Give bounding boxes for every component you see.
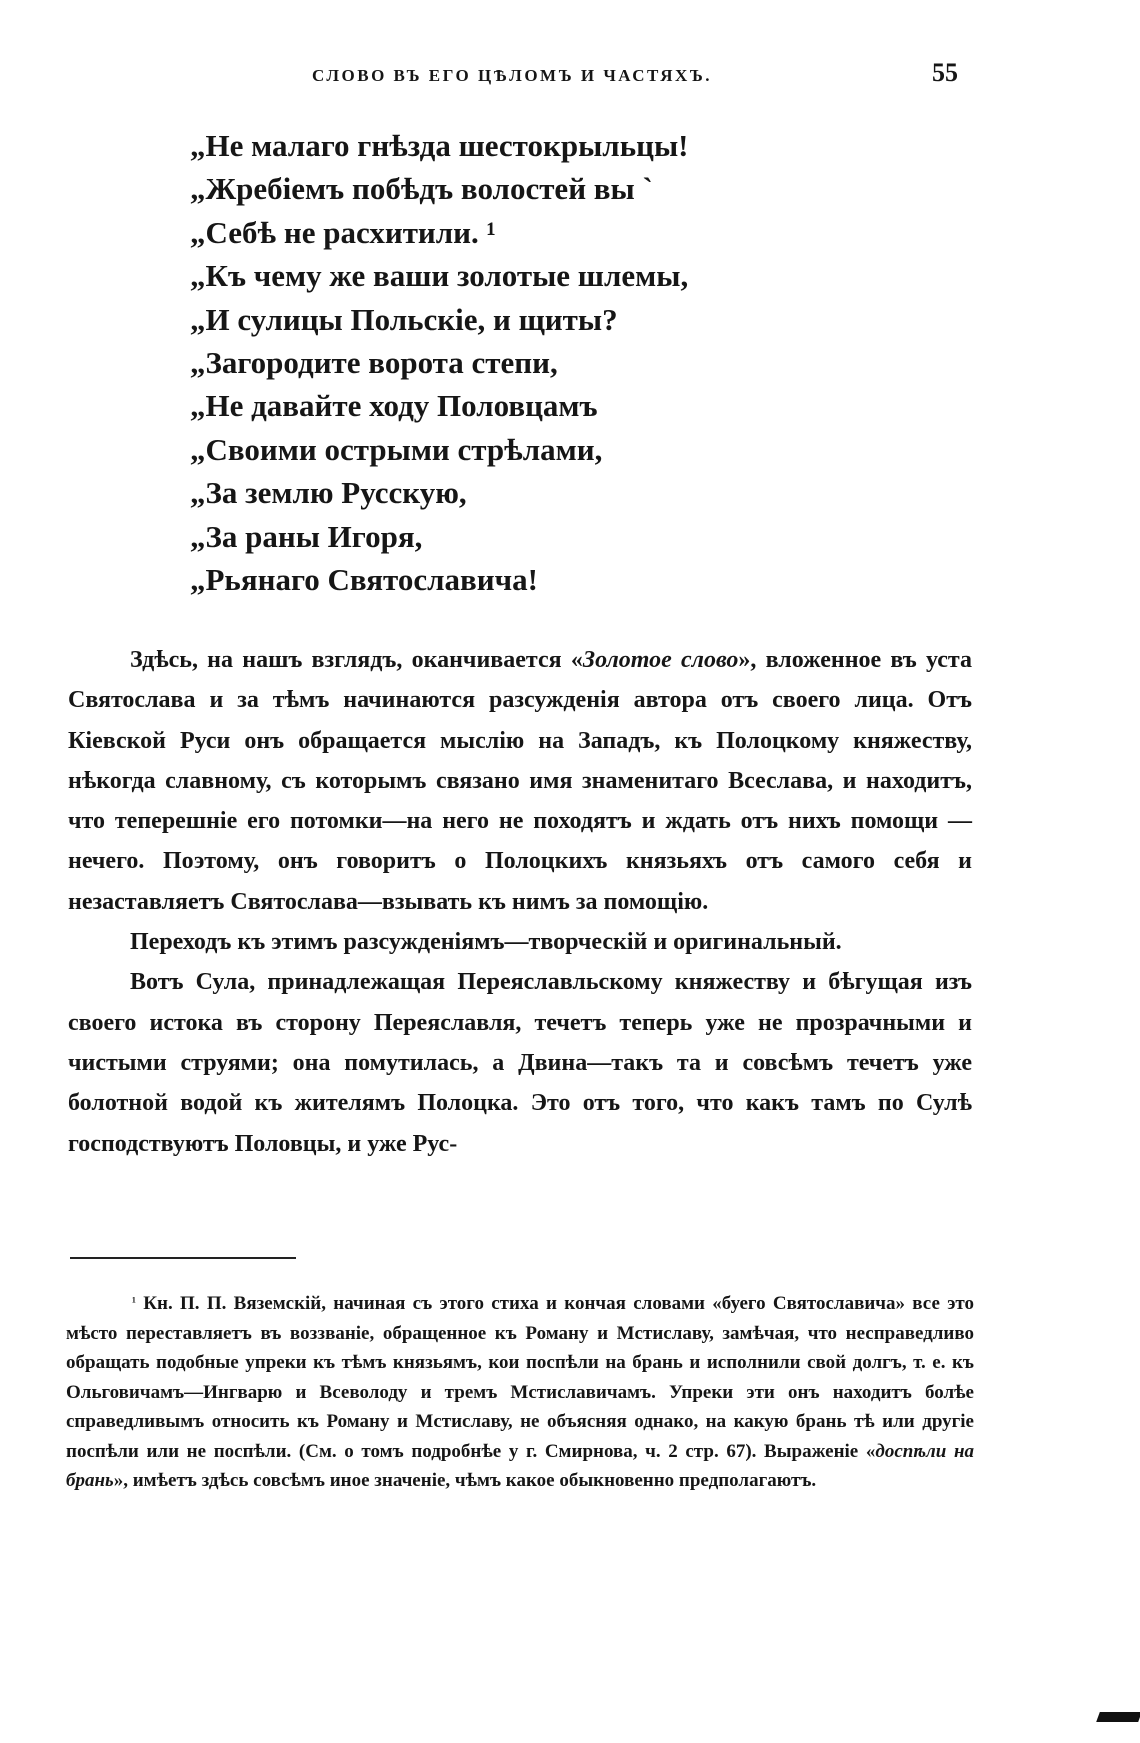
footnote-emphasis: доспѣли на брань	[66, 1440, 974, 1491]
verse-line: „Своими острыми стрѣлами,	[190, 431, 603, 467]
page-header	[0, 58, 1140, 98]
verse-line: „Рьянаго Святославича!	[190, 562, 538, 598]
verse-line: „Жребіемъ побѣдъ волостей вы ˋ	[190, 171, 653, 207]
verse-line: „Себѣ не расхитили. ¹	[190, 214, 496, 250]
paragraph-3: Вотъ Сула, принадлежащая Переяславльскому княжеству и бѣгущая изъ своего истока въ сторону Переяславля, течетъ теперь уже не прозрачными и чистыми струями; она помутилась, а Двина—такъ та и совсѣмъ течетъ уже болотной водой къ жителямъ Полоцка. Это отъ того, что какъ тамъ по Сулѣ господствуютъ Половцы, и уже Рус-	[68, 969, 972, 1157]
verse-line: „Не малаго гнѣзда шестокрыльцы!	[190, 128, 689, 163]
paragraph-1-start: Здѣсь, на нашъ взглядъ, оканчивается «	[130, 647, 583, 673]
footnote-mark: ¹	[132, 1294, 136, 1309]
paragraph-1	[68, 640, 972, 922]
scan-edge-mark	[1096, 1712, 1140, 1722]
verse-line: „Къ чему же ваши золотые шлемы,	[190, 258, 689, 294]
verse-line: „За раны Игоря,	[190, 518, 423, 554]
paragraph-1-rest: », вложенное въ уста Святослава и за тѣмъ начинаются разсужденія автора отъ своего лица. Отъ Кіевской Руси онъ обращается мыслію на Западъ, къ Полоцкому княжеству, нѣкогда славному, съ которымъ связано имя знаменитаго Всеслава, и находитъ, что теперешніе его потомки—на него не походятъ и ждать отъ нихъ помощи — нечего. Поэтому, онъ говоритъ о Полоцкихъ князьяхъ отъ самого себя и незаставляетъ Святослава—взывать къ нимъ за помощію.	[68, 647, 972, 915]
paragraph-2: Переходъ къ этимъ разсужденіямъ—творческій и оригинальный.	[130, 929, 842, 956]
verse-line: „Не давайте ходу Половцамъ	[190, 388, 598, 424]
footnote-rule	[70, 1257, 296, 1259]
golden-word-emphasis: Золотое слово	[582, 647, 739, 673]
verse-line: „Загородите ворота степи,	[190, 345, 558, 381]
footnote	[66, 1289, 974, 1496]
body-text	[68, 640, 972, 1164]
verse-block	[190, 124, 830, 601]
page-number: 55	[932, 58, 958, 87]
verse-line: „И сулицы Польскіе, и щиты?	[190, 301, 618, 337]
footnote-text-start: Кн. П. П. Вяземскій, начиная съ этого стиха и кончая словами «буего Святославича» все это мѣсто переставляетъ въ воззваніе, обращенное къ Роману и Мстиславу, замѣчая, что несправедливо обращать подобные упреки къ тѣмъ князьямъ, кои поспѣли на брань и исполнили свой долгъ, т. е. къ Ольговичамъ—Ингварю и Всеволоду и тремъ Мстиславичамъ. Упреки эти онъ находитъ болѣе справедливымъ относить къ Роману и Мстиславу, не объясняя однако, на какую брань тѣ или другіе поспѣли или не поспѣли. (См. о томъ подробнѣе у г. Смирнова, ч. 2 стр. 67). Выраженіе «	[66, 1293, 974, 1462]
footnote-text-rest: », имѣетъ здѣсь совсѣмъ иное значеніе, чѣмъ какое обыкновенно предполагаютъ.	[113, 1470, 817, 1491]
verse-line: „За землю Русскую,	[190, 475, 467, 511]
running-title: СЛОВО ВЪ ЕГО ЦѢЛОМЪ И ЧАСТЯХЪ.	[312, 66, 713, 85]
